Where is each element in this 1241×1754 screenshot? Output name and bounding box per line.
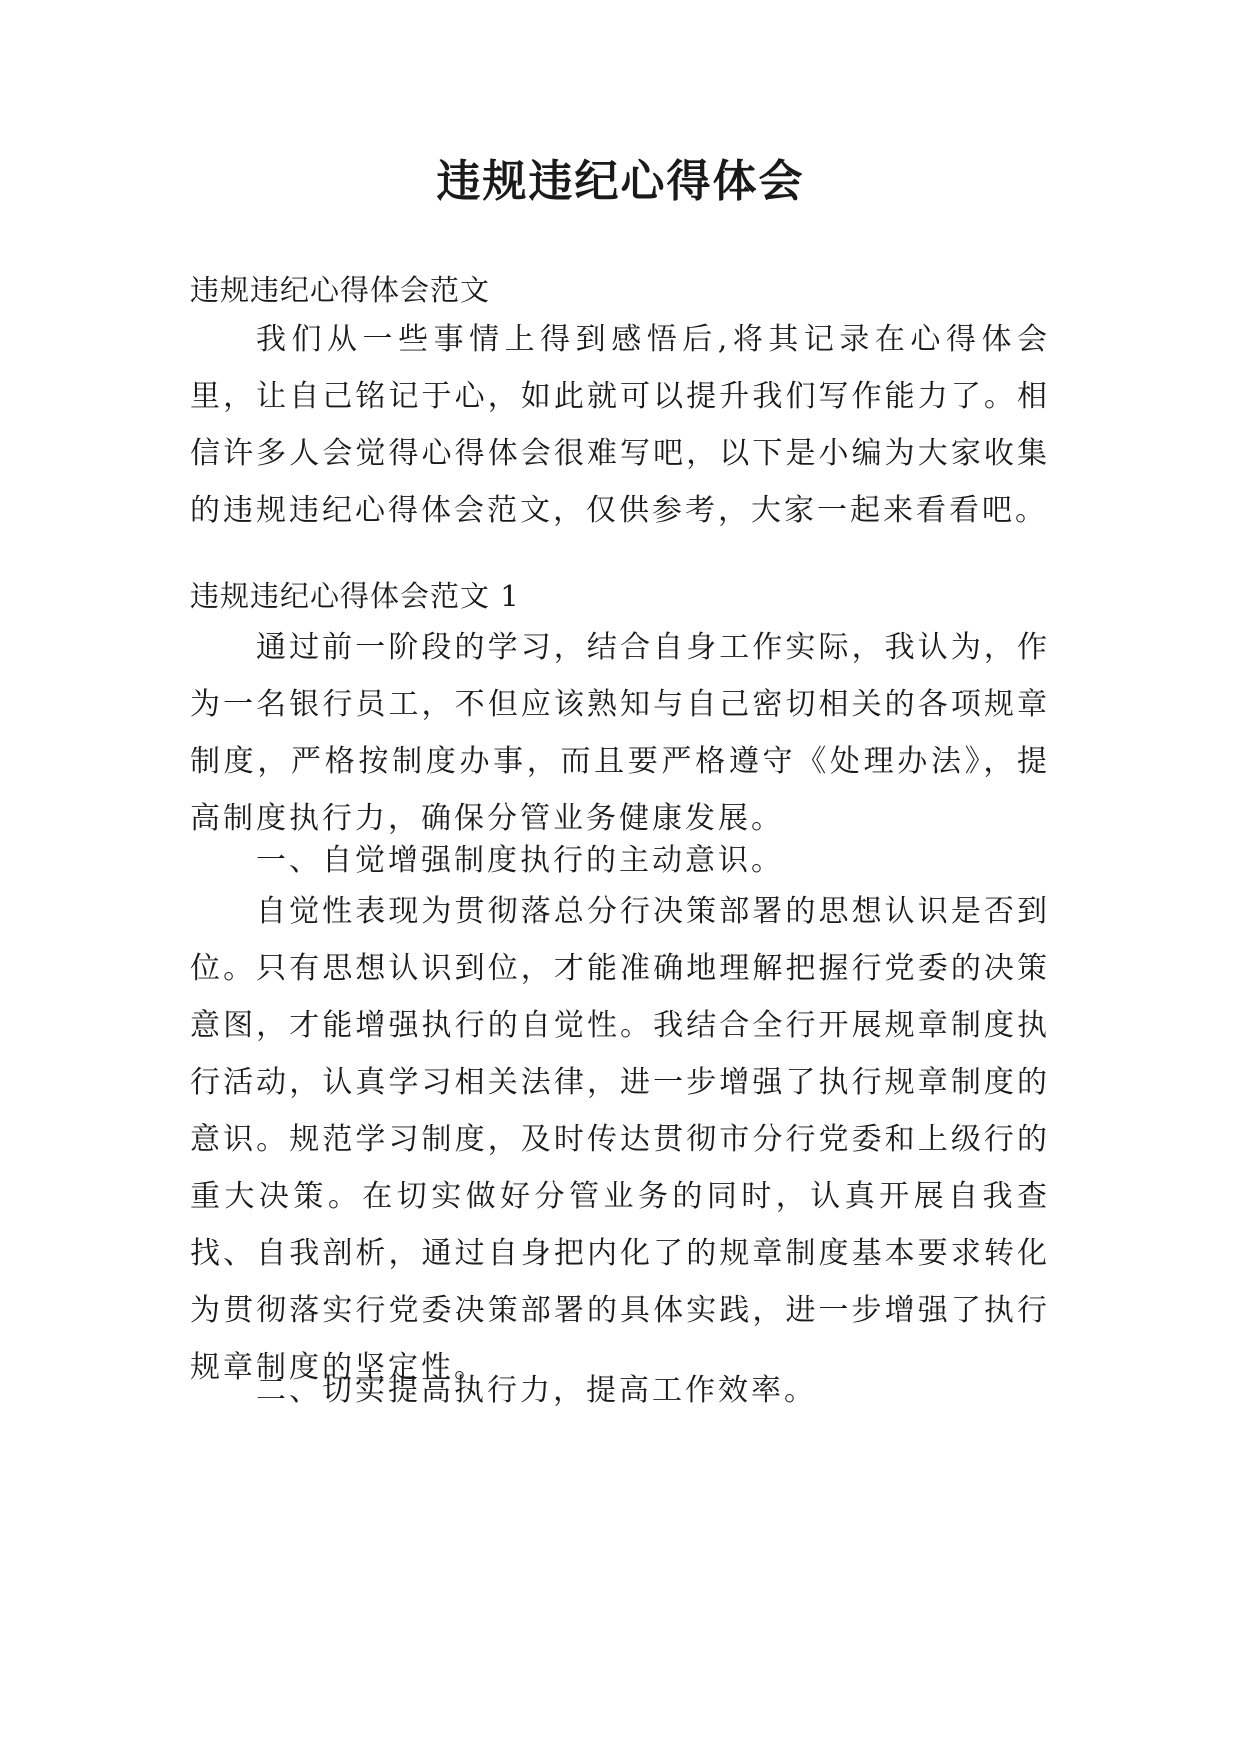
point-heading-one: 一、自觉增强制度执行的主动意识。	[256, 843, 784, 878]
section-heading: 违规违纪心得体会范文	[190, 273, 491, 307]
body-paragraph: 通过前一阶段的学习，结合自身工作实际，我认为，作为一名银行员工，不但应该熟知与自己密切相关的各项规章制度，严格按制度办事，而且要严格遵守《处理办法》，提高制度执行力，确保分管业务健康发展。	[190, 630, 1050, 836]
intro-paragraph: 我们从一些事情上得到感悟后,将其记录在心得体会里，让自己铭记于心，如此就可以提升我们写作能力了。相信许多人会觉得心得体会很难写吧，以下是小编为大家收集的违规违纪心得体会范文，仅供参考，大家一起来看看吧。	[190, 322, 1050, 528]
sample-heading: 违规违纪心得体会范文 1	[190, 579, 520, 613]
body-paragraph: 自觉性表现为贯彻落总分行决策部署的思想认识是否到位。只有思想认识到位，才能准确地理解把握行党委的决策意图，才能增强执行的自觉性。我结合全行开展规章制度执行活动，认真学习相关法律，进一步增强了执行规章制度的意识。规范学习制度，及时传达贯彻市分行党委和上级行的重大决策。在切实做好分管业务的同时，认真开展自我查找、自我剖析，通过自身把内化了的规章制度基本要求转化为贯彻落实行党委决策部署的具体实践，进一步增强了执行规章制度的坚定性。	[190, 894, 1050, 1385]
document-title: 违规违纪心得体会	[436, 156, 805, 207]
point-heading-two: 二、切实提高执行力，提高工作效率。	[256, 1373, 817, 1408]
